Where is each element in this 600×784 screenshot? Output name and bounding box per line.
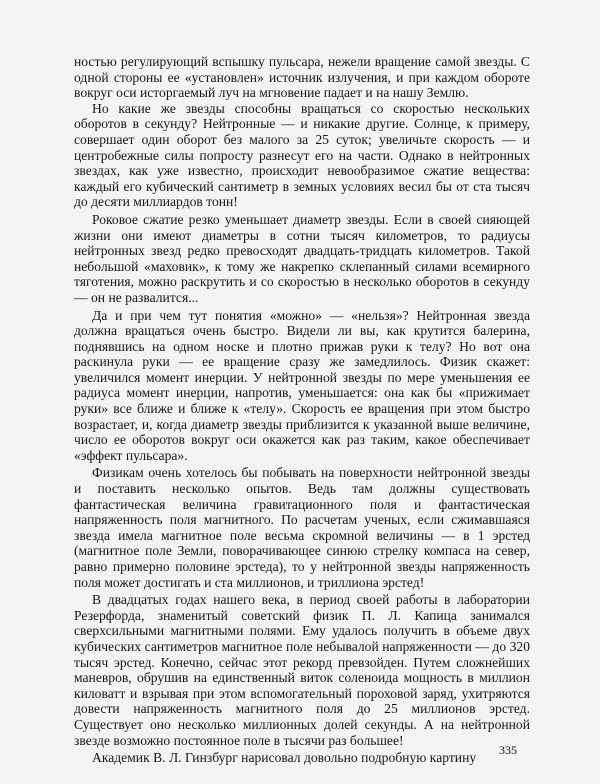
page-body [74,54,530,766]
paragraph-5: Физикам очень хотелось бы побывать на поверхности нейтронной звезды и поставить несколько опытов. Ведь там должны существовать фантастическая величина гравитационного поля и фантастическая напряженность поля магнитного. По расчетам ученых, если сжимавшаяся звезда имела магнитное поле весьма скромной величины — в 1 эрстед (магнитное поле Земли, поворачивающее синюю стрелку компаса на север, равно примерно половине эрстеда), то у нейтронной звезды напряженность поля может достигать и ста миллионов, и триллиона эрстед! [74,465,530,590]
paragraph-7: Академик В. Л. Гинзбург нарисовал довольно подробную картину [92,750,477,766]
paragraph-2: Но какие же звезды способны вращаться со скоростью нескольких оборотов в секунду? Нейтронные — и никакие другие. Солнце, к примеру, совершает один оборот без малого за 25 суток; увеличьте скорость — и центробежные силы попросту разнесут его на части. Однако в нейтронных звездах, как уже известно, происходит невообразимое сжатие вещества: каждый его кубический сантиметр в земных условиях весил бы от ста тысяч до десяти миллиардов тонн! [74,100,530,210]
paragraph-3: Роковое сжатие резко уменьшает диаметр звезды. Если в своей сияющей жизни они имеют диаметры в сотни тысяч километров, то радиусы нейтронных звезд редко превосходят двадцать-тридцать километров. Такой небольшой «маховик», к тому же накрепко склепанный силами всемирного тяготения, можно раскрутить и со скоростью в несколько оборотов в секунду — он не развалится... [74,211,530,305]
paragraph-1: ностью регулирующий вспышку пульсара, нежели вращение самой звезды. С одной стороны ее «установлен» источник излучения, и при каждом обороте вокруг оси исторгаемый луч на мгновение падает и на нашу Землю. [74,54,530,101]
page-number: 335 [499,743,517,757]
paragraph-6: В двадцатых годах нашего века, в период своей работы в лаборатории Резерфорда, знаменитый советский физик П. Л. Капица занимался сверхсильными магнитными полями. Ему удалось получить в объеме двух кубических сантиметров магнитное поле небывалой напряженности — до 320 тысяч эрстед. Конечно, сейчас этот рекорд превзойден. Путем сложнейших маневров, обрушив на единственный виток соленоида мощность в миллион киловатт и взрывая при этом вспомогательный пороховой заряд, ухитряются довести напряженность магнитного поля до 25 миллионов эрстед. Существует оно несколько миллионных долей секунды. А на нейтронной звезде возможно постоянное поле в тысячи раз большее! [74,592,530,748]
paragraph-4: Да и при чем тут понятия «можно» — «нельзя»? Нейтронная звезда должна вращаться очень быстро. Видели ли вы, как крутится балерина, поднявшись на одном носке и плотно прижав руки к телу? Но вот она раскинула руки — ее вращение сразу же замедлилось. Физик скажет: увеличился момент инерции. У нейтронной звезды по мере уменьшения ее радиуса момент инерции, напротив, уменьшается: она как бы «прижимает руки» все ближе и ближе к «телу». Скорость ее вращения при этом быстро возрастает, и, когда диаметр звезды приблизится к указанной выше величине, число ее оборотов вокруг оси окажется как раз таким, какое обеспечивает «эффект пульсара». [74,307,530,463]
